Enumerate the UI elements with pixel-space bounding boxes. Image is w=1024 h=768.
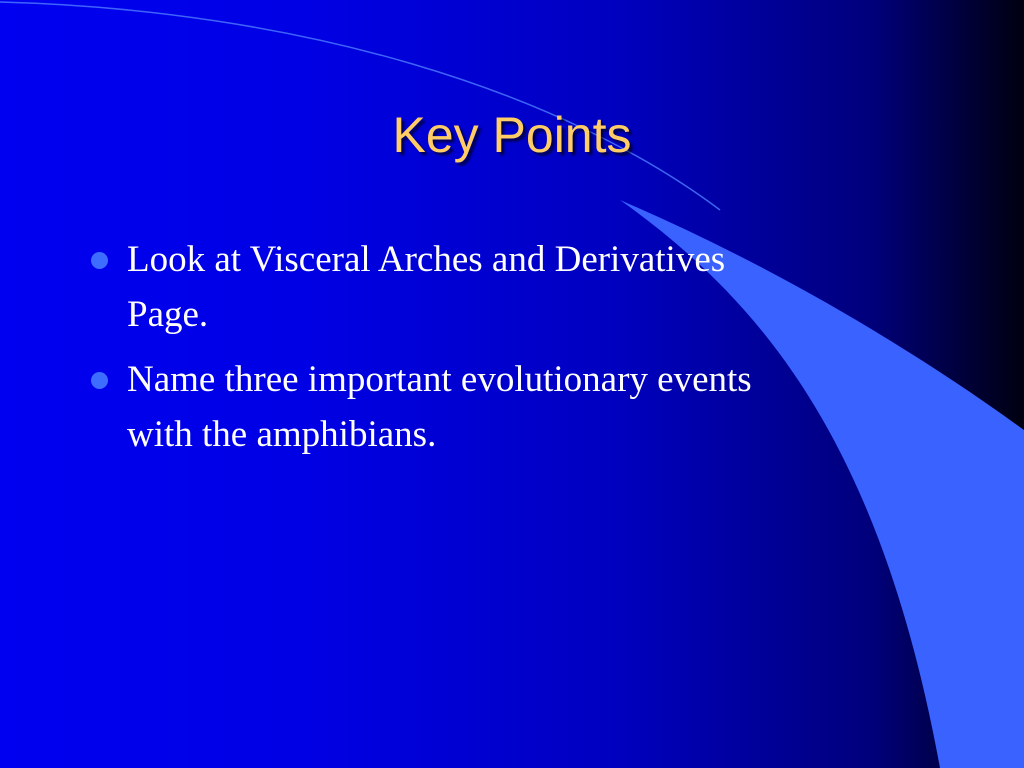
bullet-text-line: Name three important evolutionary events [127, 359, 752, 400]
bullet-dot-icon [91, 252, 108, 269]
bullet-item [90, 232, 910, 342]
slide-title: Key Points [392, 107, 632, 163]
bullet-list [90, 232, 910, 472]
bullet-text-line: Look at Visceral Arches and Derivatives [127, 239, 726, 280]
bullet-item [90, 352, 910, 462]
bullet-text-line: Page. [127, 294, 209, 335]
bullet-dot-icon [91, 372, 108, 389]
bullet-text-line: with the amphibians. [127, 414, 437, 455]
